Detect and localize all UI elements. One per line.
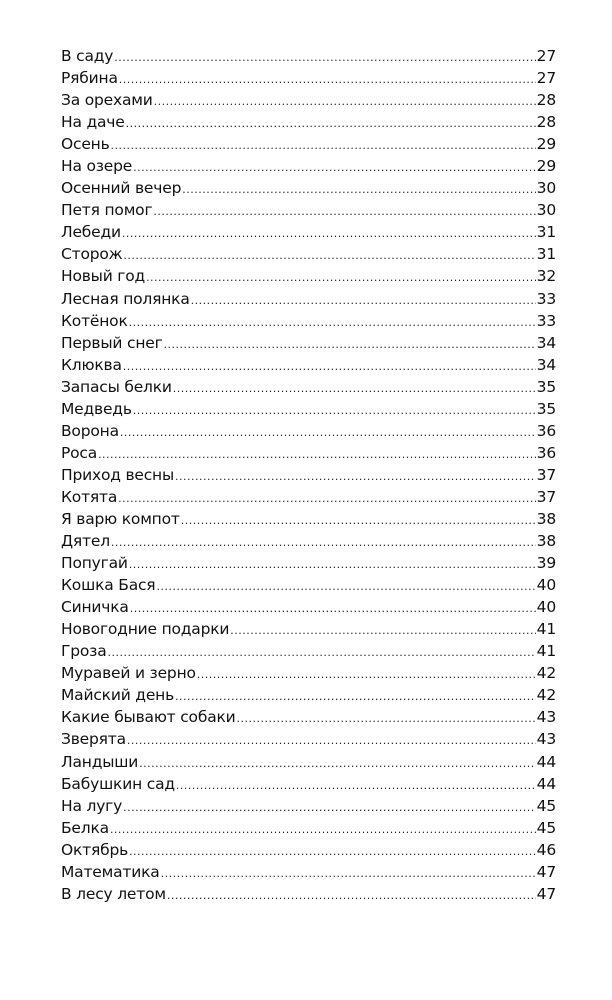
toc-entry-title: На озере <box>61 157 133 176</box>
toc-entry <box>61 640 556 662</box>
toc-dot-leader <box>114 47 535 69</box>
toc-entry <box>61 332 556 354</box>
toc-entry-title: Дятел <box>61 532 110 551</box>
toc-entry-page-number: 42 <box>536 686 556 705</box>
toc-entry-title: Зверята <box>61 730 126 749</box>
toc-entry-title: Ворона <box>61 421 119 440</box>
toc-entry-page-number: 47 <box>536 884 556 903</box>
toc-entry-title: Рябина <box>61 69 118 88</box>
toc-entry <box>61 89 556 111</box>
toc-dot-leader <box>139 753 536 775</box>
toc-entry <box>61 199 556 221</box>
toc-entry-page-number: 37 <box>536 465 556 484</box>
toc-entry-page-number: 45 <box>536 796 556 815</box>
toc-entry-title: Медведь <box>61 399 132 418</box>
toc-entry <box>61 662 556 684</box>
toc-entry-title: Попугай <box>61 554 128 573</box>
toc-entry <box>61 596 556 618</box>
toc-dot-leader <box>119 69 536 91</box>
toc-entry-title: Октябрь <box>61 840 129 859</box>
toc-entry-title: Синичка <box>61 598 129 617</box>
toc-entry-title: Какие бывают собаки <box>61 708 236 727</box>
toc-entry-page-number: 43 <box>536 730 556 749</box>
toc-dot-leader <box>153 201 535 223</box>
toc-dot-leader <box>111 135 536 157</box>
toc-entry-page-number: 29 <box>536 157 556 176</box>
toc-entry-title: Запасы белки <box>61 377 172 396</box>
toc-entry <box>61 442 556 464</box>
toc-entry-title: На лугу <box>61 796 123 815</box>
toc-entry-title: Котёнок <box>61 311 128 330</box>
toc-entry-title: За орехами <box>61 91 153 110</box>
toc-dot-leader <box>156 576 535 598</box>
toc-dot-leader <box>167 885 536 907</box>
toc-entry <box>61 45 556 67</box>
toc-entry-page-number: 32 <box>536 267 556 286</box>
toc-entry-page-number: 41 <box>536 642 556 661</box>
toc-dot-leader <box>129 312 536 334</box>
toc-entry-title: В лесу летом <box>61 884 166 903</box>
toc-entry <box>61 111 556 133</box>
toc-dot-leader <box>108 642 536 664</box>
toc-entry-title: Приход весны <box>61 465 175 484</box>
toc-entry <box>61 684 556 706</box>
toc-entry-title: Гроза <box>61 642 107 661</box>
toc-entry-page-number: 44 <box>536 774 556 793</box>
toc-dot-leader <box>191 290 536 312</box>
toc-entry <box>61 751 556 773</box>
toc-dot-leader <box>154 91 536 113</box>
toc-entry-page-number: 44 <box>536 752 556 771</box>
toc-dot-leader <box>123 797 536 819</box>
toc-entry-page-number: 35 <box>536 377 556 396</box>
toc-entry <box>61 552 556 574</box>
toc-entry <box>61 265 556 287</box>
toc-entry-title: Осень <box>61 135 110 154</box>
toc-entry-page-number: 33 <box>536 311 556 330</box>
toc-entry-title: Белка <box>61 818 109 837</box>
toc-entry <box>61 817 556 839</box>
toc-dot-leader <box>110 819 536 841</box>
toc-entry-page-number: 40 <box>536 598 556 617</box>
toc-dot-leader <box>127 730 536 752</box>
toc-dot-leader <box>129 554 536 576</box>
toc-entry-title: Клюква <box>61 355 122 374</box>
toc-entry-page-number: 36 <box>536 421 556 440</box>
toc-dot-leader <box>133 157 536 179</box>
toc-entry-page-number: 28 <box>536 113 556 132</box>
toc-entry <box>61 354 556 376</box>
toc-entry <box>61 464 556 486</box>
toc-dot-leader <box>133 400 536 422</box>
toc-entry-page-number: 35 <box>536 399 556 418</box>
toc-entry <box>61 67 556 89</box>
toc-dot-leader <box>181 510 536 532</box>
toc-dot-leader <box>175 686 536 708</box>
toc-dot-leader <box>175 466 536 488</box>
toc-entry-page-number: 27 <box>536 47 556 65</box>
toc-entry-page-number: 39 <box>536 554 556 573</box>
toc-entry-title: Бабушкин сад <box>61 774 175 793</box>
toc-dot-leader <box>120 422 536 444</box>
toc-dot-leader <box>122 223 536 245</box>
toc-entry-page-number: 36 <box>536 443 556 462</box>
toc-entry <box>61 133 556 155</box>
toc-dot-leader <box>118 488 536 510</box>
toc-entry <box>61 243 556 265</box>
toc-dot-leader <box>123 356 536 378</box>
toc-entry-page-number: 34 <box>536 333 556 352</box>
toc-entry <box>61 376 556 398</box>
toc-entry-page-number: 40 <box>536 576 556 595</box>
toc-entry-title: Математика <box>61 862 160 881</box>
toc-entry-title: Котята <box>61 487 118 506</box>
toc-entry-page-number: 30 <box>536 201 556 220</box>
toc-entry <box>61 618 556 640</box>
toc-entry <box>61 574 556 596</box>
toc-entry-page-number: 47 <box>536 862 556 881</box>
toc-dot-leader <box>123 245 535 267</box>
toc-dot-leader <box>98 444 536 466</box>
toc-entry-title: Новогодние подарки <box>61 620 230 639</box>
toc-entry-page-number: 42 <box>536 664 556 683</box>
toc-entry-page-number: 27 <box>536 69 556 88</box>
toc-dot-leader <box>197 664 536 686</box>
toc-entry-page-number: 38 <box>536 532 556 551</box>
toc-entry-title: Муравей и зерно <box>61 664 196 683</box>
toc-entry-title: Ландыши <box>61 752 139 771</box>
toc-entry <box>61 861 556 883</box>
table-of-contents <box>61 45 556 905</box>
toc-dot-leader <box>230 620 535 642</box>
toc-entry-title: Новый год <box>61 267 146 286</box>
toc-entry-page-number: 34 <box>536 355 556 374</box>
toc-entry-title: На даче <box>61 113 125 132</box>
toc-entry-title: Лесная полянка <box>61 289 190 308</box>
toc-entry-title: Кошка Бася <box>61 576 156 595</box>
toc-entry-page-number: 37 <box>536 487 556 506</box>
toc-entry-title: Осенний вечер <box>61 179 182 198</box>
toc-entry <box>61 221 556 243</box>
toc-entry <box>61 839 556 861</box>
toc-entry-title: Петя помог <box>61 201 153 220</box>
toc-dot-leader <box>146 267 536 289</box>
toc-entry-page-number: 38 <box>536 509 556 528</box>
toc-dot-leader <box>173 378 536 400</box>
toc-entry-title: В саду <box>61 47 114 65</box>
toc-entry <box>61 883 556 905</box>
toc-entry-page-number: 33 <box>536 289 556 308</box>
toc-entry-page-number: 45 <box>536 818 556 837</box>
toc-entry-page-number: 46 <box>536 840 556 859</box>
toc-dot-leader <box>164 334 536 356</box>
toc-entry <box>61 530 556 552</box>
toc-entry <box>61 420 556 442</box>
toc-entry-page-number: 30 <box>536 179 556 198</box>
toc-entry <box>61 795 556 817</box>
toc-dot-leader <box>129 841 536 863</box>
toc-dot-leader <box>237 708 536 730</box>
toc-entry <box>61 398 556 420</box>
toc-entry-page-number: 28 <box>536 91 556 110</box>
toc-dot-leader <box>176 775 536 797</box>
toc-entry <box>61 310 556 332</box>
toc-entry-title: Сторож <box>61 245 123 264</box>
toc-dot-leader <box>182 179 535 201</box>
toc-entry-title: Роса <box>61 443 98 462</box>
toc-dot-leader <box>111 532 536 554</box>
toc-entry-title: Лебеди <box>61 223 121 242</box>
toc-entry <box>61 706 556 728</box>
toc-entry-page-number: 29 <box>536 135 556 154</box>
toc-entry-title: Первый снег <box>61 333 163 352</box>
toc-entry-page-number: 41 <box>536 620 556 639</box>
toc-dot-leader <box>161 863 536 885</box>
toc-entry <box>61 728 556 750</box>
toc-entry <box>61 177 556 199</box>
toc-entry-page-number: 43 <box>536 708 556 727</box>
toc-entry-page-number: 31 <box>536 245 556 264</box>
toc-entry <box>61 773 556 795</box>
toc-entry <box>61 508 556 530</box>
toc-dot-leader <box>130 598 536 620</box>
toc-dot-leader <box>126 113 536 135</box>
toc-entry-page-number: 31 <box>536 223 556 242</box>
toc-entry <box>61 155 556 177</box>
toc-entry <box>61 486 556 508</box>
toc-entry-title: Я варю компот <box>61 509 180 528</box>
toc-entry-title: Майский день <box>61 686 175 705</box>
toc-entry <box>61 288 556 310</box>
